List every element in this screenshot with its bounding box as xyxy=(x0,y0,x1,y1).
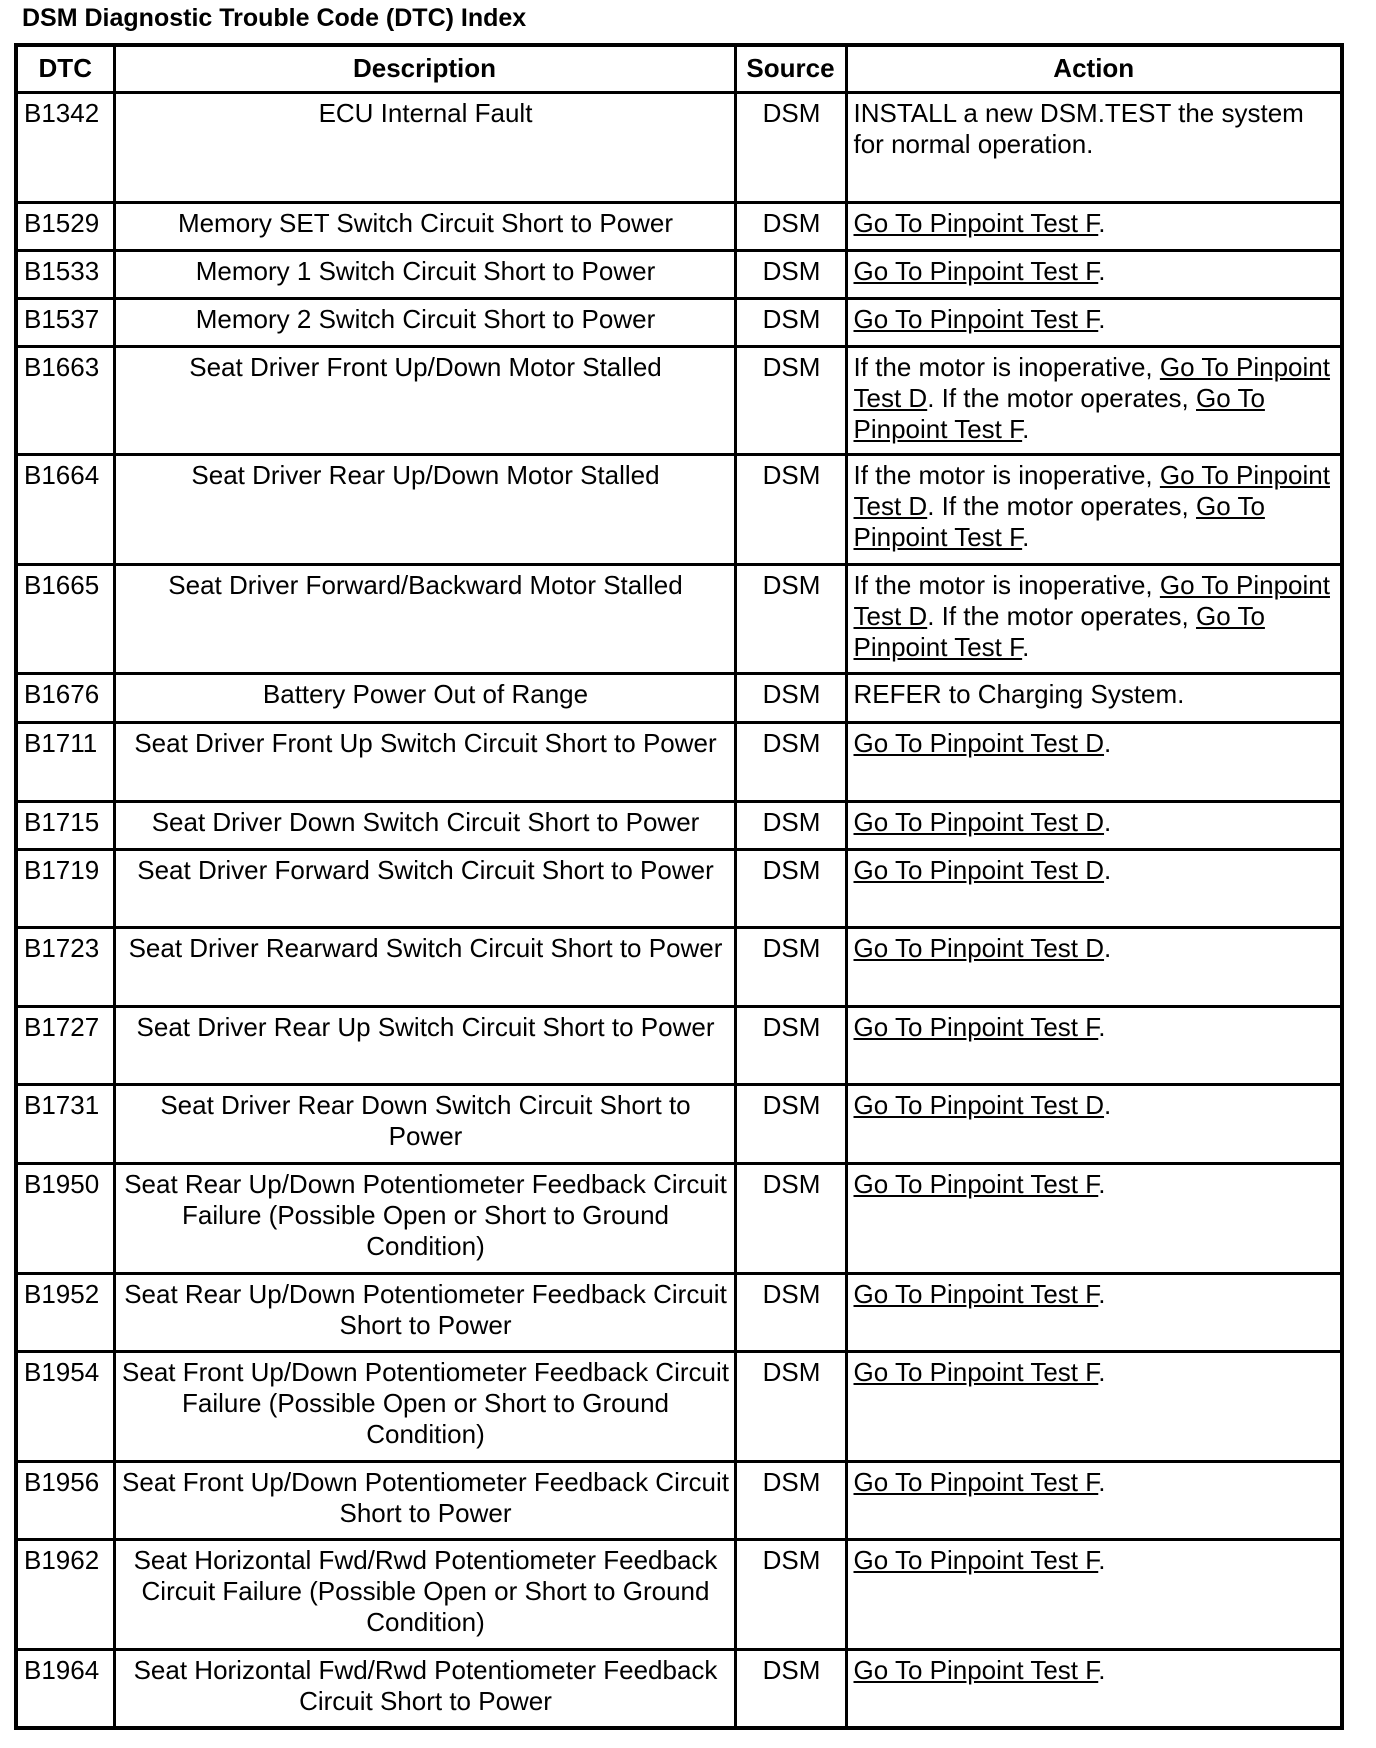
action-text: . xyxy=(1098,255,1106,286)
dtc-cell: B1731 xyxy=(16,1084,114,1163)
description-cell: Battery Power Out of Range xyxy=(114,673,735,722)
action-text: . If the motor operates, xyxy=(927,490,1196,521)
action-cell xyxy=(846,564,1342,673)
description-cell: Seat Front Up/Down Potentiometer Feedback Circuit Failure (Possible Open or Short to Ground Condition) xyxy=(114,1351,735,1461)
description-cell: Seat Horizontal Fwd/Rwd Potentiometer Feedback Circuit Short to Power xyxy=(114,1649,735,1728)
table-row xyxy=(16,849,1342,927)
pinpoint-test-link[interactable]: Go To Pinpoint Test F xyxy=(853,490,1265,552)
action-cell xyxy=(846,250,1342,298)
action-text: . xyxy=(1104,854,1112,885)
dtc-cell: B1529 xyxy=(16,202,114,250)
table-row xyxy=(16,1649,1342,1728)
pinpoint-test-link[interactable]: Go To Pinpoint Test F xyxy=(853,207,1099,238)
table-row xyxy=(16,298,1342,346)
dtc-cell: B1950 xyxy=(16,1163,114,1273)
action-text: . xyxy=(1104,727,1112,758)
action-cell xyxy=(846,298,1342,346)
description-cell: Seat Rear Up/Down Potentiometer Feedback Circuit Short to Power xyxy=(114,1273,735,1351)
description-cell: Seat Horizontal Fwd/Rwd Potentiometer Feedback Circuit Failure (Possible Open or Short to Ground Condition) xyxy=(114,1539,735,1649)
dtc-cell: B1727 xyxy=(16,1006,114,1084)
pinpoint-test-link[interactable]: Go To Pinpoint Test D xyxy=(853,932,1105,963)
source-cell: DSM xyxy=(735,454,846,564)
action-text: . xyxy=(1098,303,1106,334)
action-text: INSTALL a new DSM.TEST the system for normal operation. xyxy=(853,97,1304,159)
action-text: . xyxy=(1022,413,1030,444)
action-text: . xyxy=(1022,631,1030,662)
table-row xyxy=(16,92,1342,202)
dtc-cell: B1962 xyxy=(16,1539,114,1649)
pinpoint-test-link[interactable]: Go To Pinpoint Test F xyxy=(853,382,1265,444)
action-text: . xyxy=(1022,521,1030,552)
action-cell xyxy=(846,673,1342,722)
header-source: Source xyxy=(735,45,846,92)
action-text: . xyxy=(1098,1544,1106,1575)
dtc-cell: B1664 xyxy=(16,454,114,564)
action-text: . xyxy=(1098,1011,1106,1042)
dtc-cell: B1719 xyxy=(16,849,114,927)
action-cell xyxy=(846,202,1342,250)
action-text: If the motor is inoperative, xyxy=(853,569,1160,600)
source-cell: DSM xyxy=(735,250,846,298)
pinpoint-test-link[interactable]: Go To Pinpoint Test D xyxy=(853,806,1105,837)
pinpoint-test-link[interactable]: Go To Pinpoint Test F xyxy=(853,600,1265,662)
table-row xyxy=(16,250,1342,298)
source-cell: DSM xyxy=(735,849,846,927)
action-text: . xyxy=(1098,1654,1106,1685)
table-row xyxy=(16,1539,1342,1649)
pinpoint-test-link[interactable]: Go To Pinpoint Test F xyxy=(853,255,1099,286)
action-text: . xyxy=(1098,1466,1106,1497)
action-cell xyxy=(846,722,1342,801)
description-cell: Seat Driver Front Up Switch Circuit Short to Power xyxy=(114,722,735,801)
source-cell: DSM xyxy=(735,564,846,673)
action-text: . xyxy=(1104,1089,1112,1120)
pinpoint-test-link[interactable]: Go To Pinpoint Test D xyxy=(853,727,1105,758)
action-text: . If the motor operates, xyxy=(927,600,1196,631)
description-cell: Memory 1 Switch Circuit Short to Power xyxy=(114,250,735,298)
description-cell: Seat Driver Front Up/Down Motor Stalled xyxy=(114,346,735,454)
dtc-cell: B1956 xyxy=(16,1461,114,1539)
pinpoint-test-link[interactable]: Go To Pinpoint Test F xyxy=(853,1654,1099,1685)
dtc-cell: B1954 xyxy=(16,1351,114,1461)
description-cell: Seat Driver Rear Down Switch Circuit Short to Power xyxy=(114,1084,735,1163)
action-cell xyxy=(846,1649,1342,1728)
table-row xyxy=(16,1351,1342,1461)
pinpoint-test-link[interactable]: Go To Pinpoint Test F xyxy=(853,1278,1099,1309)
dtc-cell: B1665 xyxy=(16,564,114,673)
source-cell: DSM xyxy=(735,1084,846,1163)
action-text: . xyxy=(1104,932,1112,963)
action-cell xyxy=(846,92,1342,202)
source-cell: DSM xyxy=(735,1006,846,1084)
pinpoint-test-link[interactable]: Go To Pinpoint Test F xyxy=(853,1356,1099,1387)
dtc-cell: B1342 xyxy=(16,92,114,202)
dtc-cell: B1952 xyxy=(16,1273,114,1351)
action-cell xyxy=(846,1351,1342,1461)
pinpoint-test-link[interactable]: Go To Pinpoint Test F xyxy=(853,1544,1099,1575)
action-text: . xyxy=(1098,1168,1106,1199)
action-cell xyxy=(846,849,1342,927)
description-cell: Seat Driver Rearward Switch Circuit Short to Power xyxy=(114,927,735,1006)
table-row xyxy=(16,1006,1342,1084)
action-cell xyxy=(846,454,1342,564)
table-row xyxy=(16,202,1342,250)
action-cell xyxy=(846,801,1342,849)
source-cell: DSM xyxy=(735,801,846,849)
table-row xyxy=(16,722,1342,801)
description-cell: Seat Driver Rear Up Switch Circuit Short to Power xyxy=(114,1006,735,1084)
action-text: If the motor is inoperative, xyxy=(853,351,1160,382)
source-cell: DSM xyxy=(735,346,846,454)
header-description: Description xyxy=(114,45,735,92)
action-cell xyxy=(846,1461,1342,1539)
description-cell: Memory 2 Switch Circuit Short to Power xyxy=(114,298,735,346)
table-row xyxy=(16,1084,1342,1163)
table-row xyxy=(16,1163,1342,1273)
source-cell: DSM xyxy=(735,927,846,1006)
dtc-cell: B1711 xyxy=(16,722,114,801)
action-cell xyxy=(846,1163,1342,1273)
table-row xyxy=(16,454,1342,564)
source-cell: DSM xyxy=(735,202,846,250)
source-cell: DSM xyxy=(735,1461,846,1539)
description-cell: Seat Front Up/Down Potentiometer Feedback Circuit Short to Power xyxy=(114,1461,735,1539)
dtc-cell: B1676 xyxy=(16,673,114,722)
description-cell: Memory SET Switch Circuit Short to Power xyxy=(114,202,735,250)
action-text: REFER to Charging System. xyxy=(853,678,1185,709)
pinpoint-test-link[interactable]: Go To Pinpoint Test D xyxy=(853,1089,1105,1120)
header-dtc: DTC xyxy=(16,45,114,92)
pinpoint-test-link[interactable]: Go To Pinpoint Test D xyxy=(853,459,1330,521)
dtc-cell: B1723 xyxy=(16,927,114,1006)
action-text: . xyxy=(1104,806,1112,837)
action-text: . If the motor operates, xyxy=(927,382,1196,413)
action-cell xyxy=(846,346,1342,454)
pinpoint-test-link[interactable]: Go To Pinpoint Test F xyxy=(853,1466,1099,1497)
pinpoint-test-link[interactable]: Go To Pinpoint Test D xyxy=(853,351,1330,413)
table-row xyxy=(16,1461,1342,1539)
table-row xyxy=(16,927,1342,1006)
table-row xyxy=(16,564,1342,673)
dtc-cell: B1533 xyxy=(16,250,114,298)
source-cell: DSM xyxy=(735,1351,846,1461)
source-cell: DSM xyxy=(735,92,846,202)
action-text: If the motor is inoperative, xyxy=(853,459,1160,490)
description-cell: ECU Internal Fault xyxy=(114,92,735,202)
table-row xyxy=(16,346,1342,454)
table-row xyxy=(16,673,1342,722)
source-cell: DSM xyxy=(735,1539,846,1649)
description-cell: Seat Driver Rear Up/Down Motor Stalled xyxy=(114,454,735,564)
action-cell xyxy=(846,1539,1342,1649)
source-cell: DSM xyxy=(735,298,846,346)
action-cell xyxy=(846,1006,1342,1084)
pinpoint-test-link[interactable]: Go To Pinpoint Test F xyxy=(853,1011,1099,1042)
table-header xyxy=(16,45,1342,92)
dtc-cell: B1537 xyxy=(16,298,114,346)
dtc-cell: B1715 xyxy=(16,801,114,849)
source-cell: DSM xyxy=(735,722,846,801)
source-cell: DSM xyxy=(735,1273,846,1351)
action-text: . xyxy=(1098,1356,1106,1387)
action-cell xyxy=(846,1084,1342,1163)
dtc-table xyxy=(14,43,1344,1730)
pinpoint-test-link[interactable]: Go To Pinpoint Test F xyxy=(853,303,1099,334)
pinpoint-test-link[interactable]: Go To Pinpoint Test D xyxy=(853,854,1105,885)
description-cell: Seat Rear Up/Down Potentiometer Feedback Circuit Failure (Possible Open or Short to Ground Condition) xyxy=(114,1163,735,1273)
source-cell: DSM xyxy=(735,1649,846,1728)
pinpoint-test-link[interactable]: Go To Pinpoint Test F xyxy=(853,1168,1099,1199)
action-cell xyxy=(846,927,1342,1006)
source-cell: DSM xyxy=(735,1163,846,1273)
action-text: . xyxy=(1098,1278,1106,1309)
header-action: Action xyxy=(846,45,1342,92)
action-text: . xyxy=(1098,207,1106,238)
page-title: DSM Diagnostic Trouble Code (DTC) Index xyxy=(22,4,527,32)
action-cell xyxy=(846,1273,1342,1351)
description-cell: Seat Driver Forward Switch Circuit Short to Power xyxy=(114,849,735,927)
table-row xyxy=(16,1273,1342,1351)
description-cell: Seat Driver Down Switch Circuit Short to Power xyxy=(114,801,735,849)
pinpoint-test-link[interactable]: Go To Pinpoint Test D xyxy=(853,569,1330,631)
dtc-cell: B1663 xyxy=(16,346,114,454)
source-cell: DSM xyxy=(735,673,846,722)
description-cell: Seat Driver Forward/Backward Motor Stalled xyxy=(114,564,735,673)
table-row xyxy=(16,801,1342,849)
dtc-cell: B1964 xyxy=(16,1649,114,1728)
